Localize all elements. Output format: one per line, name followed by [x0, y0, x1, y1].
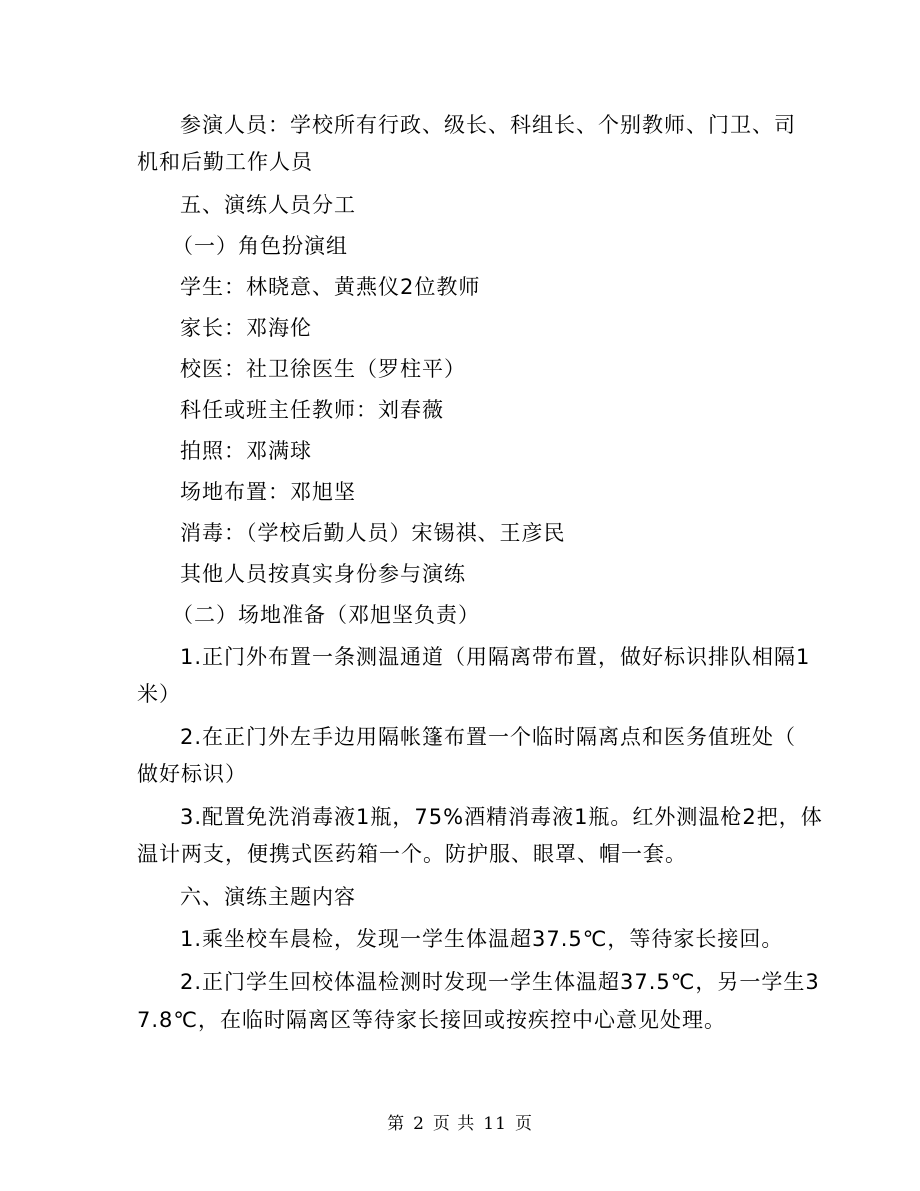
paragraph-line: 拍照：邓满球 [180, 439, 312, 463]
paragraph-line: 1.正门外布置一条测温通道（用隔离带布置，做好标识排队相隔1 [180, 645, 811, 669]
paragraph-line: 2.在正门外左手边用隔帐篷布置一个临时隔离点和医务值班处（ [180, 725, 797, 749]
paragraph-line: 机和后勤工作人员 [137, 150, 313, 174]
paragraph-line: 科任或班主任教师：刘春薇 [180, 398, 444, 422]
footer-prefix: 第 [387, 1114, 406, 1134]
paragraph-line: 做好标识） [137, 762, 247, 786]
paragraph-line: 3.配置免洗消毒液1瓶，75%酒精消毒液1瓶。红外测温枪2把，体 [180, 805, 823, 829]
footer-middle: 页 共 [432, 1114, 476, 1134]
paragraph-line: 其他人员按真实身份参与演练 [180, 562, 466, 586]
paragraph-line: 温计两支，便携式医药箱一个。防护服、眼罩、帽一套。 [137, 842, 687, 866]
paragraph-line: 7.8℃，在临时隔离区等待家长接回或按疾控中心意见处理。 [137, 1008, 726, 1032]
footer-suffix: 页 [514, 1114, 533, 1134]
subsection-heading: （二）场地准备（邓旭坚负责） [172, 603, 480, 627]
section-heading: 五、演练人员分工 [180, 193, 356, 217]
footer-page-number: 2 [413, 1114, 425, 1134]
footer-total-pages: 11 [483, 1114, 507, 1134]
paragraph-line: 参演人员：学校所有行政、级长、科组长、个别教师、门卫、司 [180, 113, 796, 137]
paragraph-line: 米） [137, 682, 181, 706]
paragraph-line: 2.正门学生回校体温检测时发现一学生体温超37.5℃，另一学生3 [180, 970, 820, 994]
subsection-heading: （一）角色扮演组 [172, 234, 348, 258]
paragraph-line: 消毒：（学校后勤人员）宋锡祺、王彦民 [180, 521, 566, 545]
paragraph-line: 场地布置：邓旭坚 [180, 480, 356, 504]
section-heading: 六、演练主题内容 [180, 885, 356, 909]
paragraph-line: 学生：林晓意、黄燕仪2位教师 [180, 275, 481, 299]
page-footer [0, 1113, 920, 1135]
paragraph-line: 校医：社卫徐医生（罗柱平） [180, 357, 466, 381]
paragraph-line: 1.乘坐校车晨检，发现一学生体温超37.5℃，等待家长接回。 [180, 927, 784, 951]
paragraph-line: 家长：邓海伦 [180, 316, 312, 340]
